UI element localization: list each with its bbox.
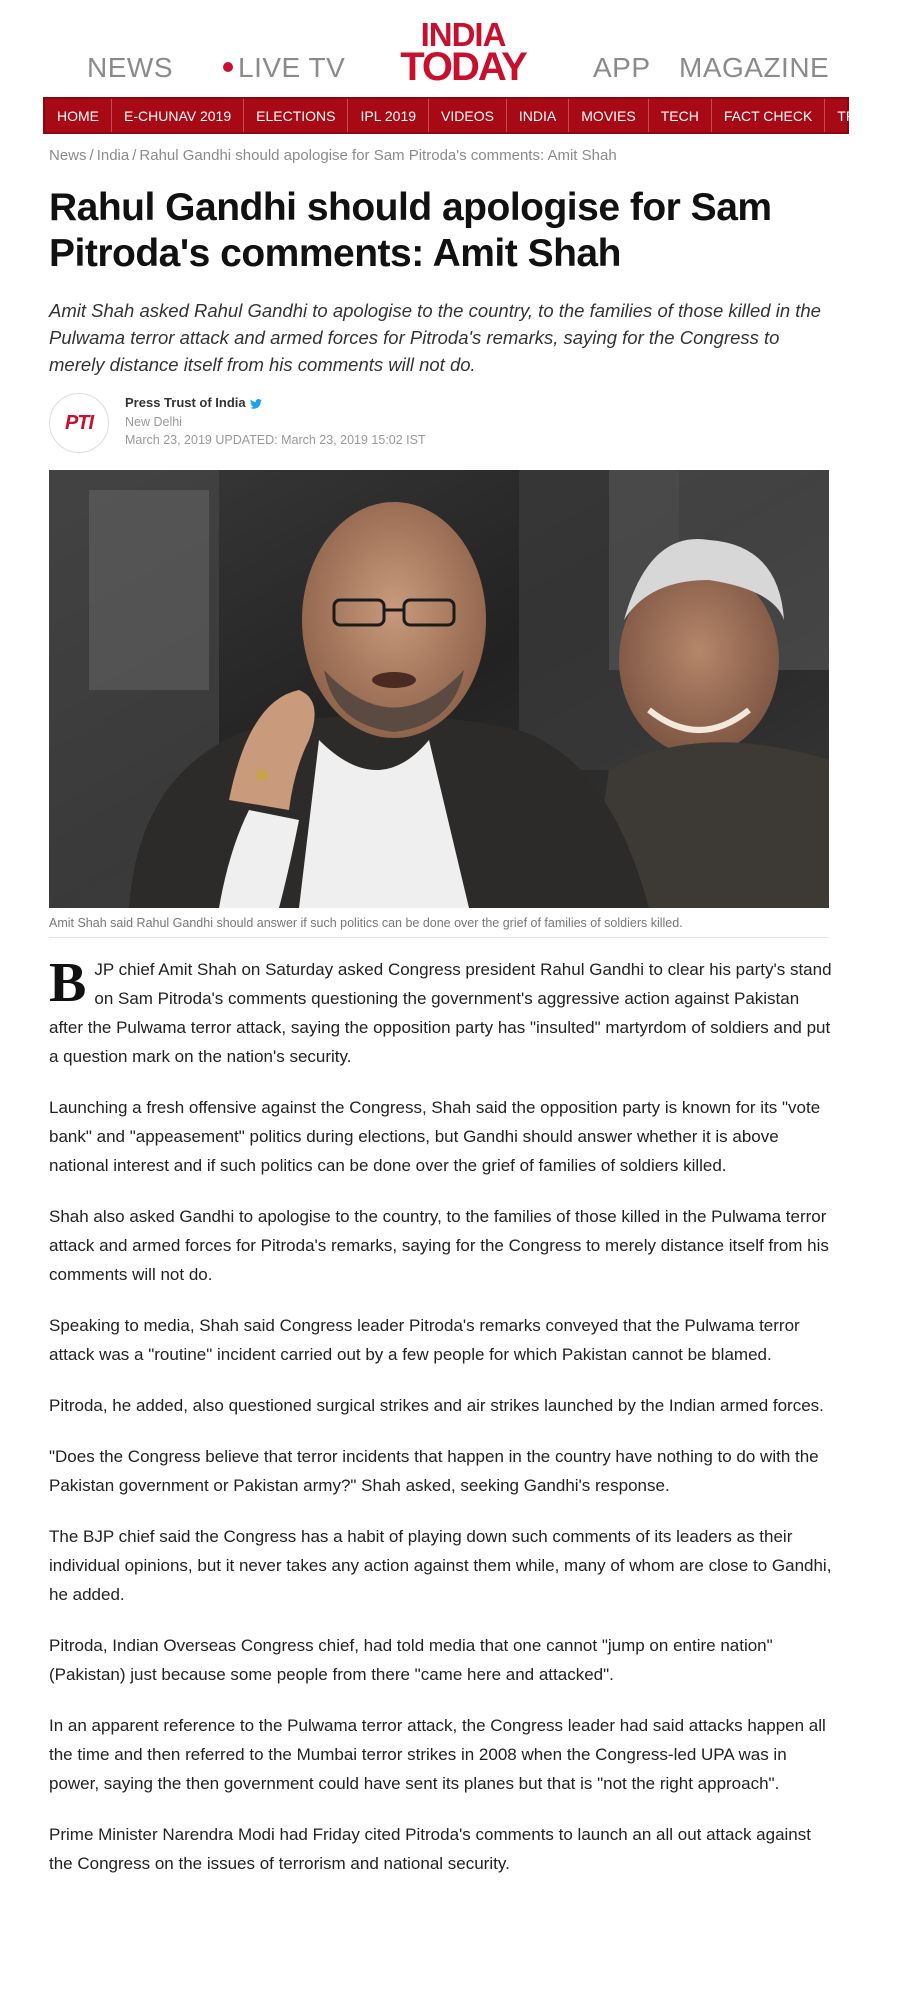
drop-cap: B: [49, 952, 87, 1014]
article-paragraph-1: [49, 952, 834, 1071]
article-paragraph-6: "Does the Congress believe that terror incidents that happen in the country have nothing to do with the Pakistan government or Pakistan army?" Shah asked, seeking Gandhi's response.: [49, 1447, 819, 1495]
breadcrumb-news[interactable]: News: [49, 147, 87, 164]
article-paragraph-2: Launching a fresh offensive against the Congress, Shah said the opposition party is known for its "vote bank" and "appeasement" politics during elections, but Gandhi should answer whether it is above national interest and if such politics can be done over the grief of families of soldiers killed.: [49, 1098, 821, 1175]
breadcrumb-separator: /: [89, 147, 94, 164]
nav-app-link[interactable]: APP: [593, 52, 651, 83]
nav-item-trending[interactable]: TRENDING: [837, 107, 911, 124]
breadcrumb: [49, 147, 617, 164]
logo-line-1: INDIA: [420, 16, 506, 53]
india-today-logo[interactable]: [389, 18, 537, 88]
nav-item-videos[interactable]: VIDEOS: [429, 99, 507, 132]
article-hero-image: [49, 470, 829, 908]
nav-item-home[interactable]: HOME: [45, 99, 112, 132]
article-location: New Delhi: [125, 415, 182, 429]
author-avatar[interactable]: [49, 393, 109, 453]
article-paragraph-8: Pitroda, Indian Overseas Congress chief, had told media that one cannot "jump on entire nation" (Pakistan) just because some people from there "came here and attacked".: [49, 1636, 773, 1684]
article-byline: [49, 393, 829, 453]
breadcrumb-india[interactable]: India: [96, 147, 130, 164]
avatar-logo-text: PTI: [64, 411, 94, 434]
article-paragraph-9: In an apparent reference to the Pulwama terror attack, the Congress leader had said attacks happen all the time and then referred to the Mumbai terror strikes in 2008 when the Congress-led UPA was in power, saying the then government could have sent its planes but that is "not the right approach".: [49, 1716, 826, 1793]
nav-item-india[interactable]: INDIA: [507, 99, 569, 132]
nav-item-e-chunav[interactable]: E-CHUNAV 2019: [112, 99, 244, 132]
nav-item-elections[interactable]: ELECTIONS: [244, 99, 348, 132]
published-date: March 23, 2019: [125, 433, 212, 447]
article-headline: Rahul Gandhi should apologise for Sam Pitroda's comments: Amit Shah: [49, 186, 772, 275]
article-paragraph-7: The BJP chief said the Congress has a habit of playing down such comments of its leaders as their individual opinions, but it never takes any action against them while, many of whom are close to Gandhi, he added.: [49, 1527, 832, 1604]
image-caption: Amit Shah said Rahul Gandhi should answer if such politics can be done over the grief of families of soldiers killed.: [49, 916, 683, 930]
first-paragraph-text: JP chief Amit Shah on Saturday asked Congress president Rahul Gandhi to clear his party's stand on Sam Pitroda's comments questioning the government's aggressive action against Pakistan after the Pulwama terror attack, saying the opposition party has "insulted" martyrdom of soldiers and put a question mark on the nation's security.: [49, 960, 832, 1066]
breadcrumb-current: Rahul Gandhi should apologise for Sam Pitroda's comments: Amit Shah: [139, 147, 617, 164]
article-paragraph-5: Pitroda, he added, also questioned surgical strikes and air strikes launched by the Indian armed forces.: [49, 1396, 824, 1415]
live-dot-icon: [223, 62, 233, 72]
nav-live-tv-link[interactable]: [223, 52, 345, 84]
author-name[interactable]: [125, 395, 262, 410]
twitter-icon[interactable]: [250, 399, 262, 409]
article-summary: Amit Shah asked Rahul Gandhi to apologise to the country, to the families of those killed in the Pulwama terror attack and armed forces for Pitroda's remarks, saying for the Congress to merely distance itself from his comments will not do.: [49, 300, 821, 375]
nav-item-fact-check[interactable]: FACT CHECK: [712, 99, 825, 132]
hero-photo-illustration: [49, 470, 829, 908]
article-paragraph-4: Speaking to media, Shah said Congress leader Pitroda's remarks conveyed that the Pulwama terror attack was a "routine" incident carried out by a few people for which Pakistan cannot be blamed.: [49, 1316, 800, 1364]
nav-item-movies[interactable]: MOVIES: [569, 99, 648, 132]
nav-news-link[interactable]: NEWS: [87, 52, 173, 83]
breadcrumb-separator: /: [132, 147, 137, 164]
section-navigation-bar: [43, 97, 911, 134]
author-name-text: Press Trust of India: [125, 395, 246, 410]
top-navigation: [0, 0, 880, 90]
nav-item-ipl[interactable]: IPL 2019: [348, 99, 429, 132]
logo-line-2: TODAY: [400, 45, 526, 89]
article-paragraph-3: Shah also asked Gandhi to apologise to the country, to the families of those killed in the Pulwama terror attack and armed forces for Pitroda's remarks, saying for the Congress to merely distance itself from his comments will not do.: [49, 1207, 829, 1284]
caption-divider: [49, 937, 829, 938]
article-body: [49, 952, 834, 1900]
nav-item-tech[interactable]: TECH: [649, 99, 712, 132]
updated-date: UPDATED: March 23, 2019 15:02 IST: [215, 433, 426, 447]
article-paragraph-10: Prime Minister Narendra Modi had Friday cited Pitroda's comments to launch an all out attack against the Congress on the issues of terrorism and national security.: [49, 1825, 811, 1873]
article-dateline: [125, 433, 426, 447]
live-tv-label: LIVE TV: [238, 52, 346, 83]
nav-magazine-link[interactable]: MAGAZINE: [679, 52, 830, 83]
